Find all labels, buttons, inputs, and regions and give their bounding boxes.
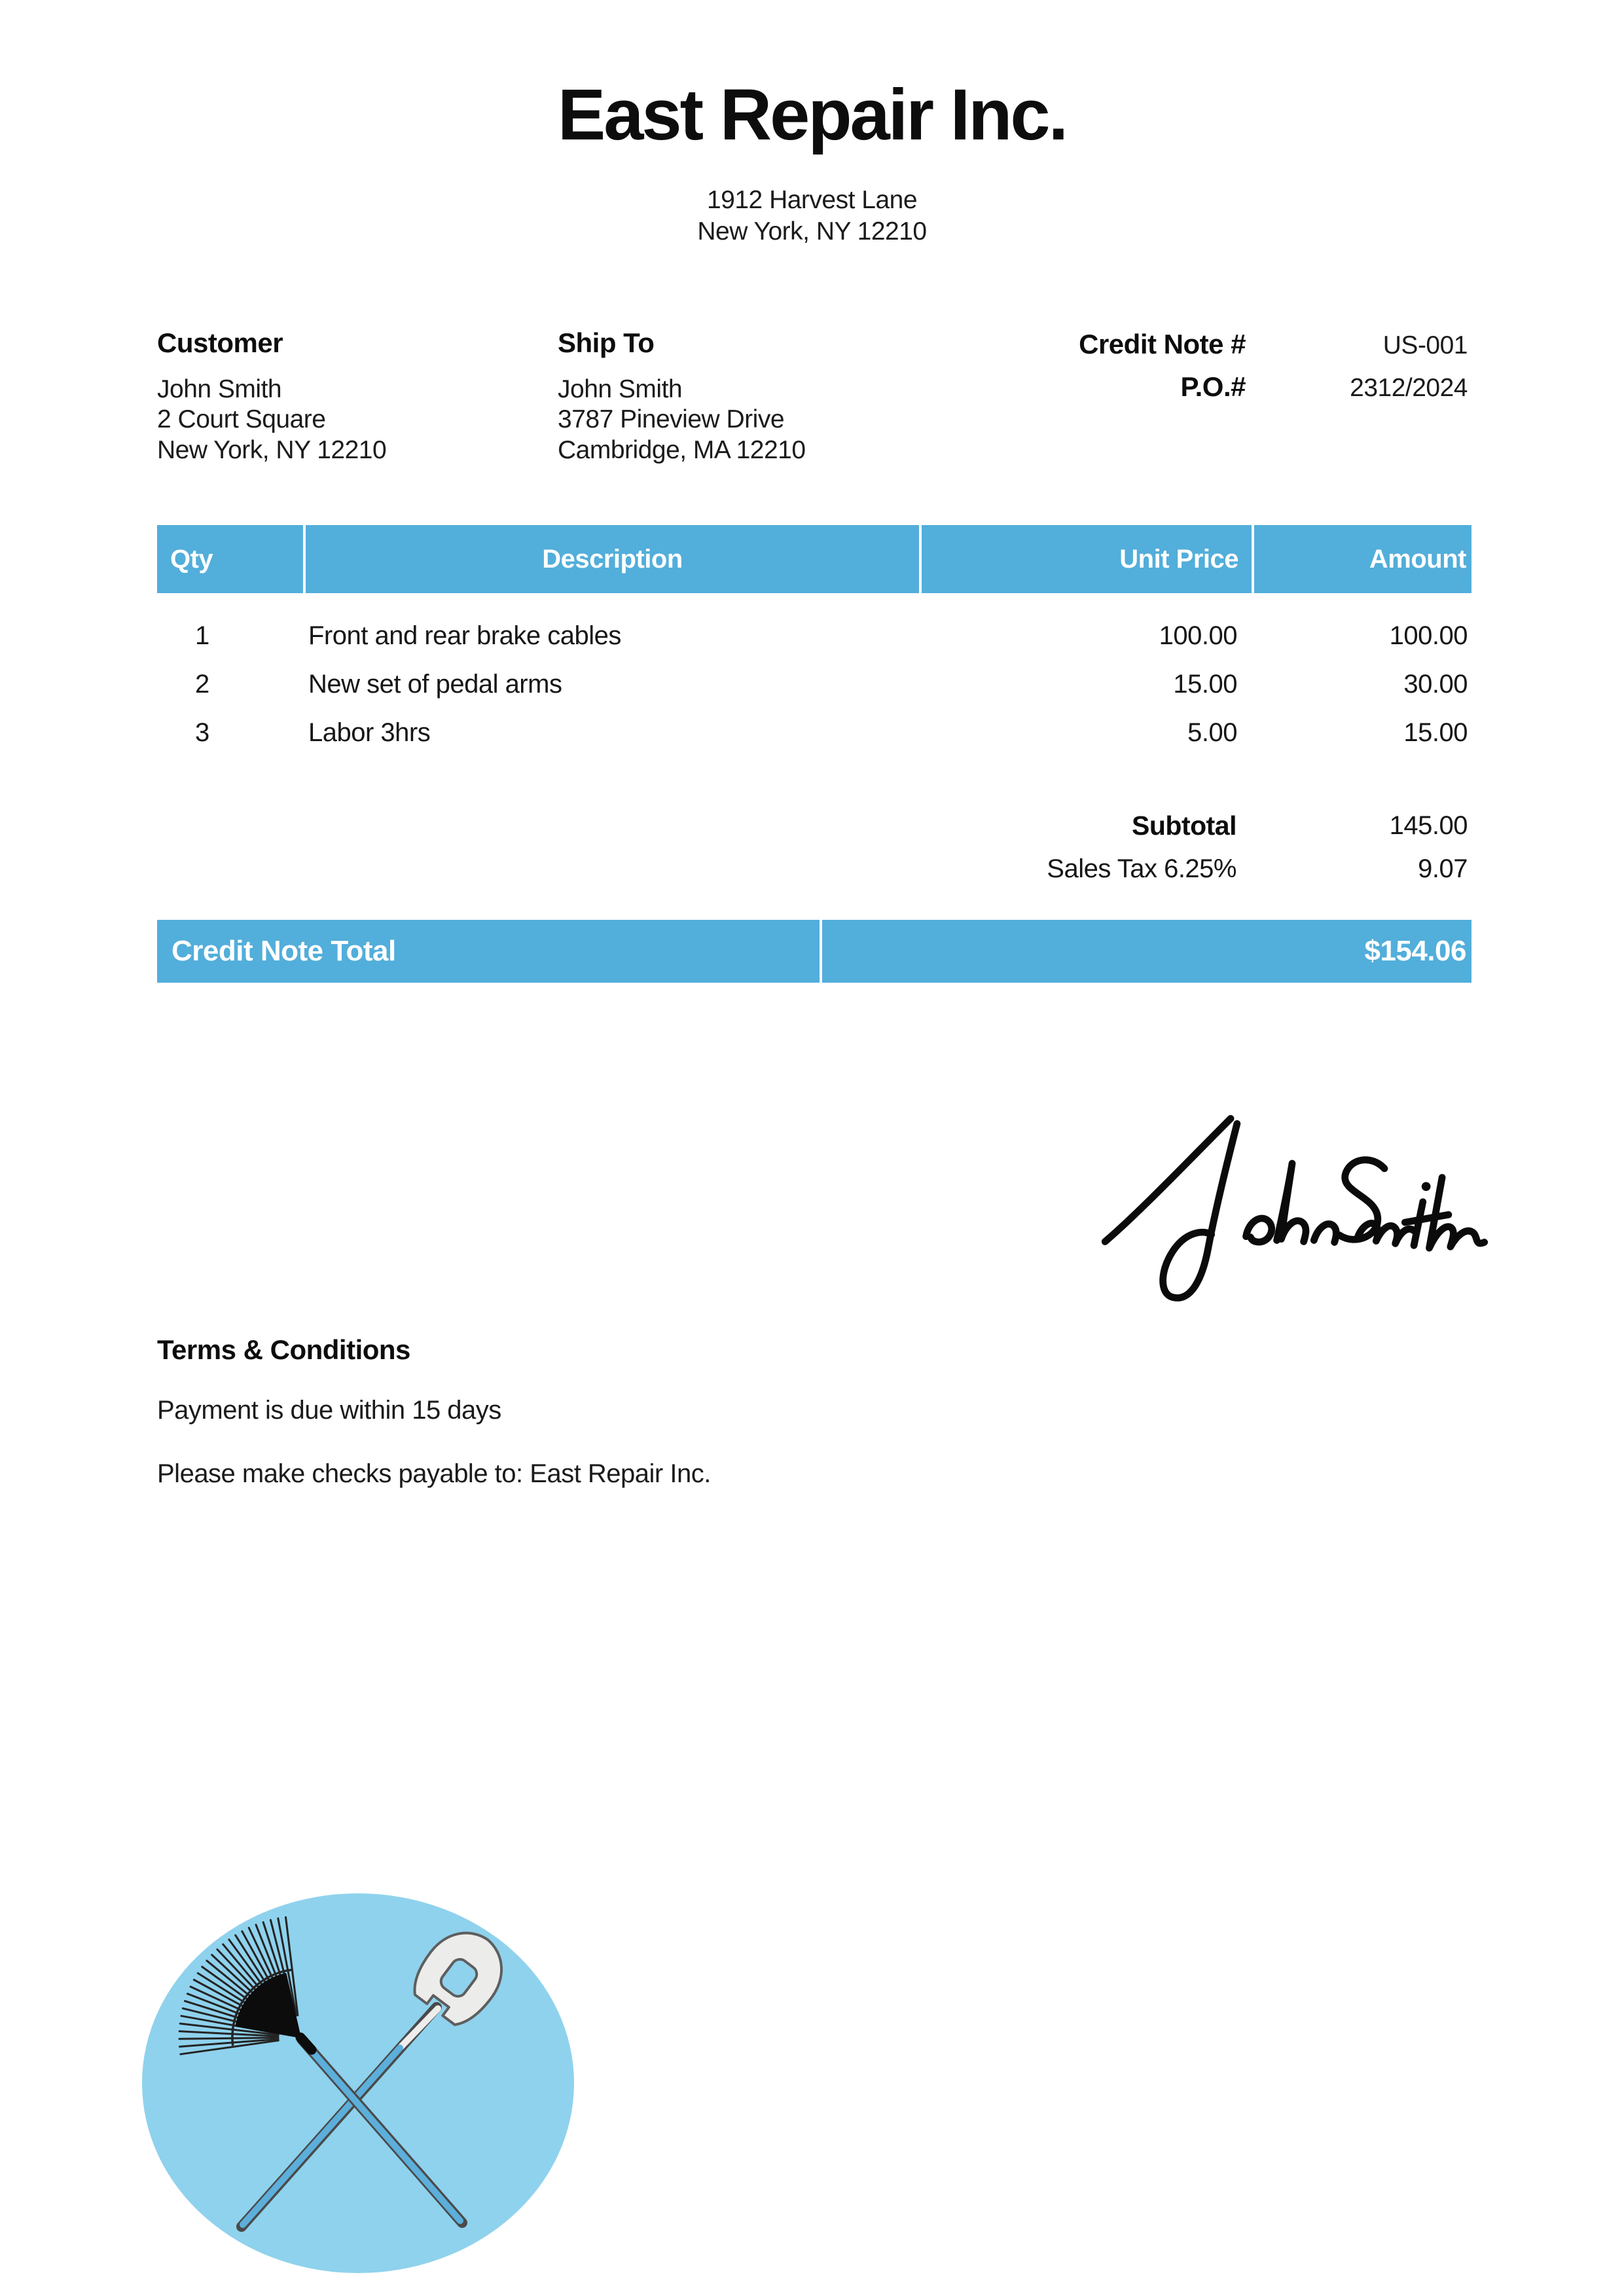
terms-heading: Terms & Conditions (157, 1334, 410, 1365)
row-description: Labor 3hrs (308, 718, 431, 747)
credit-note-total-label: Credit Note Total (171, 935, 396, 967)
ship-to-address-line: 3787 Pineview Drive (558, 405, 785, 434)
row-qty: 1 (195, 621, 209, 650)
company-address-line: New York, NY 12210 (697, 217, 927, 246)
sales-tax-label: Sales Tax 6.25% (1047, 854, 1236, 883)
row-unit-price: 15.00 (1173, 669, 1237, 699)
table-row (157, 660, 1471, 708)
terms-line: Please make checks payable to: East Repair Inc. (157, 1459, 711, 1488)
crossed-rake-and-shovel-icon (140, 1891, 576, 2275)
ship-to-section (558, 327, 977, 465)
row-amount: 30.00 (1403, 669, 1468, 699)
ship-to-address-line: Cambridge, MA 12210 (558, 435, 806, 464)
credit-note-number-label: Credit Note # (1079, 329, 1246, 359)
document-meta (1066, 329, 1471, 414)
sales-tax-value: 9.07 (1418, 854, 1468, 883)
header-unit-price: Unit Price (922, 525, 1254, 593)
credit-note-number-row (1066, 329, 1471, 360)
sales-tax-row (157, 847, 1471, 890)
row-qty: 2 (195, 669, 209, 699)
row-qty: 3 (195, 718, 209, 747)
subtotal-value: 145.00 (1389, 811, 1468, 840)
subtotal-row (157, 804, 1471, 847)
terms-line: Payment is due within 15 days (157, 1396, 501, 1425)
credit-note-total-bar (157, 920, 1471, 983)
items-table-body (157, 593, 1471, 757)
total-bar-divider (820, 920, 822, 983)
totals-section (157, 804, 1471, 890)
signature-john-smith-icon (1094, 1074, 1492, 1317)
company-address-line: 1912 Harvest Lane (706, 186, 918, 214)
company-address (0, 185, 1624, 247)
credit-note-total-value: $154.06 (1364, 935, 1466, 967)
header-qty: Qty (157, 525, 306, 593)
items-table (157, 525, 1471, 757)
customer-address-line: 2 Court Square (157, 405, 326, 434)
items-table-header (157, 525, 1471, 593)
row-unit-price: 100.00 (1159, 621, 1237, 650)
row-unit-price: 5.00 (1187, 718, 1237, 747)
row-amount: 15.00 (1403, 718, 1468, 747)
signature (1094, 1074, 1492, 1317)
customer-address-line: New York, NY 12210 (157, 435, 387, 464)
ship-to-heading: Ship To (558, 327, 655, 358)
po-number-value: 2312/2024 (1350, 374, 1468, 402)
po-number-label: P.O.# (1180, 371, 1246, 402)
customer-name: John Smith (157, 375, 282, 403)
ship-to-name: John Smith (558, 375, 683, 403)
terms-section (157, 1334, 1204, 1489)
row-description: New set of pedal arms (308, 669, 562, 699)
credit-note-number-value: US-001 (1382, 331, 1468, 359)
header-description: Description (306, 525, 922, 593)
company-name: East Repair Inc. (557, 75, 1067, 155)
company-logo (140, 1891, 576, 2275)
customer-heading: Customer (157, 327, 283, 358)
subtotal-label: Subtotal (1132, 810, 1236, 841)
po-number-row (1066, 371, 1471, 403)
row-description: Front and rear brake cables (308, 621, 621, 650)
header-amount: Amount (1369, 544, 1466, 574)
customer-section (157, 327, 524, 465)
table-row (157, 708, 1471, 757)
row-amount: 100.00 (1389, 621, 1468, 650)
table-row (157, 611, 1471, 660)
